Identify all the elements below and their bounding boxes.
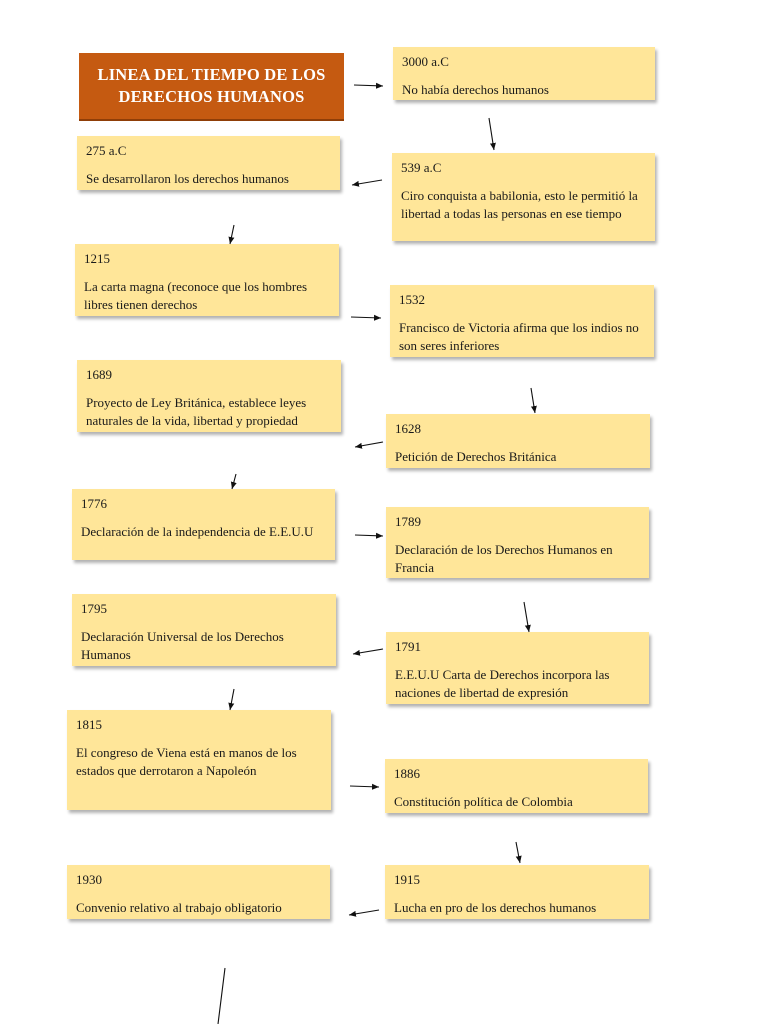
event-year: 1689 xyxy=(86,367,112,382)
event-box xyxy=(390,285,654,357)
event-description: No había derechos humanos xyxy=(402,82,549,97)
event-description: La carta magna (reconoce que los hombres libres tienen derechos xyxy=(84,279,308,312)
arrow xyxy=(232,474,236,489)
arrow xyxy=(355,535,383,536)
event-year: 1532 xyxy=(399,292,425,307)
event-description: Constitución política de Colombia xyxy=(394,794,573,809)
timeline-title: LINEA DEL TIEMPO DE LOS DERECHOS HUMANOS xyxy=(79,53,344,121)
event-year: 1791 xyxy=(395,639,421,654)
arrow xyxy=(352,180,382,185)
arrow xyxy=(349,910,379,915)
event-description: Francisco de Victoria afirma que los indios no son seres inferiores xyxy=(399,320,639,353)
event-description: Proyecto de Ley Británica, establece leyes naturales de la vida, libertad y propiedad xyxy=(86,395,307,428)
event-year: 1789 xyxy=(395,514,421,529)
event-box xyxy=(77,360,341,432)
event-description: Declaración de la independencia de E.E.U.U xyxy=(81,524,314,539)
event-box xyxy=(386,414,650,468)
event-year: 1886 xyxy=(394,766,420,781)
arrow xyxy=(230,689,234,710)
event-year: 1930 xyxy=(76,872,102,887)
arrow xyxy=(489,118,494,150)
event-box xyxy=(392,153,655,241)
arrow xyxy=(531,388,535,413)
event-box xyxy=(72,489,335,560)
event-box xyxy=(67,865,330,919)
arrow xyxy=(351,317,381,318)
arrow xyxy=(218,968,225,1024)
event-year: 1215 xyxy=(84,251,110,266)
event-description: Convenio relativo al trabajo obligatorio xyxy=(76,900,282,915)
event-box xyxy=(75,244,339,316)
event-box xyxy=(385,759,648,813)
event-description: E.E.U.U Carta de Derechos incorpora las naciones de libertad de expresión xyxy=(395,667,610,700)
event-description: Declaración Universal de los Derechos Humanos xyxy=(81,629,284,662)
arrow xyxy=(350,786,379,787)
event-year: 1776 xyxy=(81,496,107,511)
event-box xyxy=(77,136,340,190)
event-year: 275 a.C xyxy=(86,143,127,158)
arrow xyxy=(353,649,383,654)
arrow xyxy=(524,602,529,632)
event-description: Se desarrollaron los derechos humanos xyxy=(86,171,289,186)
event-box xyxy=(385,865,649,919)
arrow xyxy=(355,442,383,447)
event-year: 1628 xyxy=(395,421,421,436)
event-year: 1795 xyxy=(81,601,107,616)
event-description: Lucha en pro de los derechos humanos xyxy=(394,900,597,915)
event-year: 1815 xyxy=(76,717,102,732)
event-box xyxy=(386,507,649,578)
event-box xyxy=(393,47,655,100)
event-box xyxy=(67,710,331,810)
event-box xyxy=(72,594,336,666)
event-year: 3000 a.C xyxy=(402,54,449,69)
arrow xyxy=(354,85,383,86)
event-box xyxy=(386,632,649,704)
arrow xyxy=(230,225,234,244)
event-description: Petición de Derechos Británica xyxy=(395,449,557,464)
event-description: El congreso de Viena está en manos de los estados que derrotaron a Napoleón xyxy=(76,745,297,778)
event-description: Ciro conquista a babilonia, esto le permitió la libertad a todas las personas en ese tiempo xyxy=(401,188,638,221)
event-description: Declaración de los Derechos Humanos en Francia xyxy=(395,542,613,575)
event-year: 1915 xyxy=(394,872,420,887)
arrow xyxy=(516,842,520,863)
event-year: 539 a.C xyxy=(401,160,442,175)
